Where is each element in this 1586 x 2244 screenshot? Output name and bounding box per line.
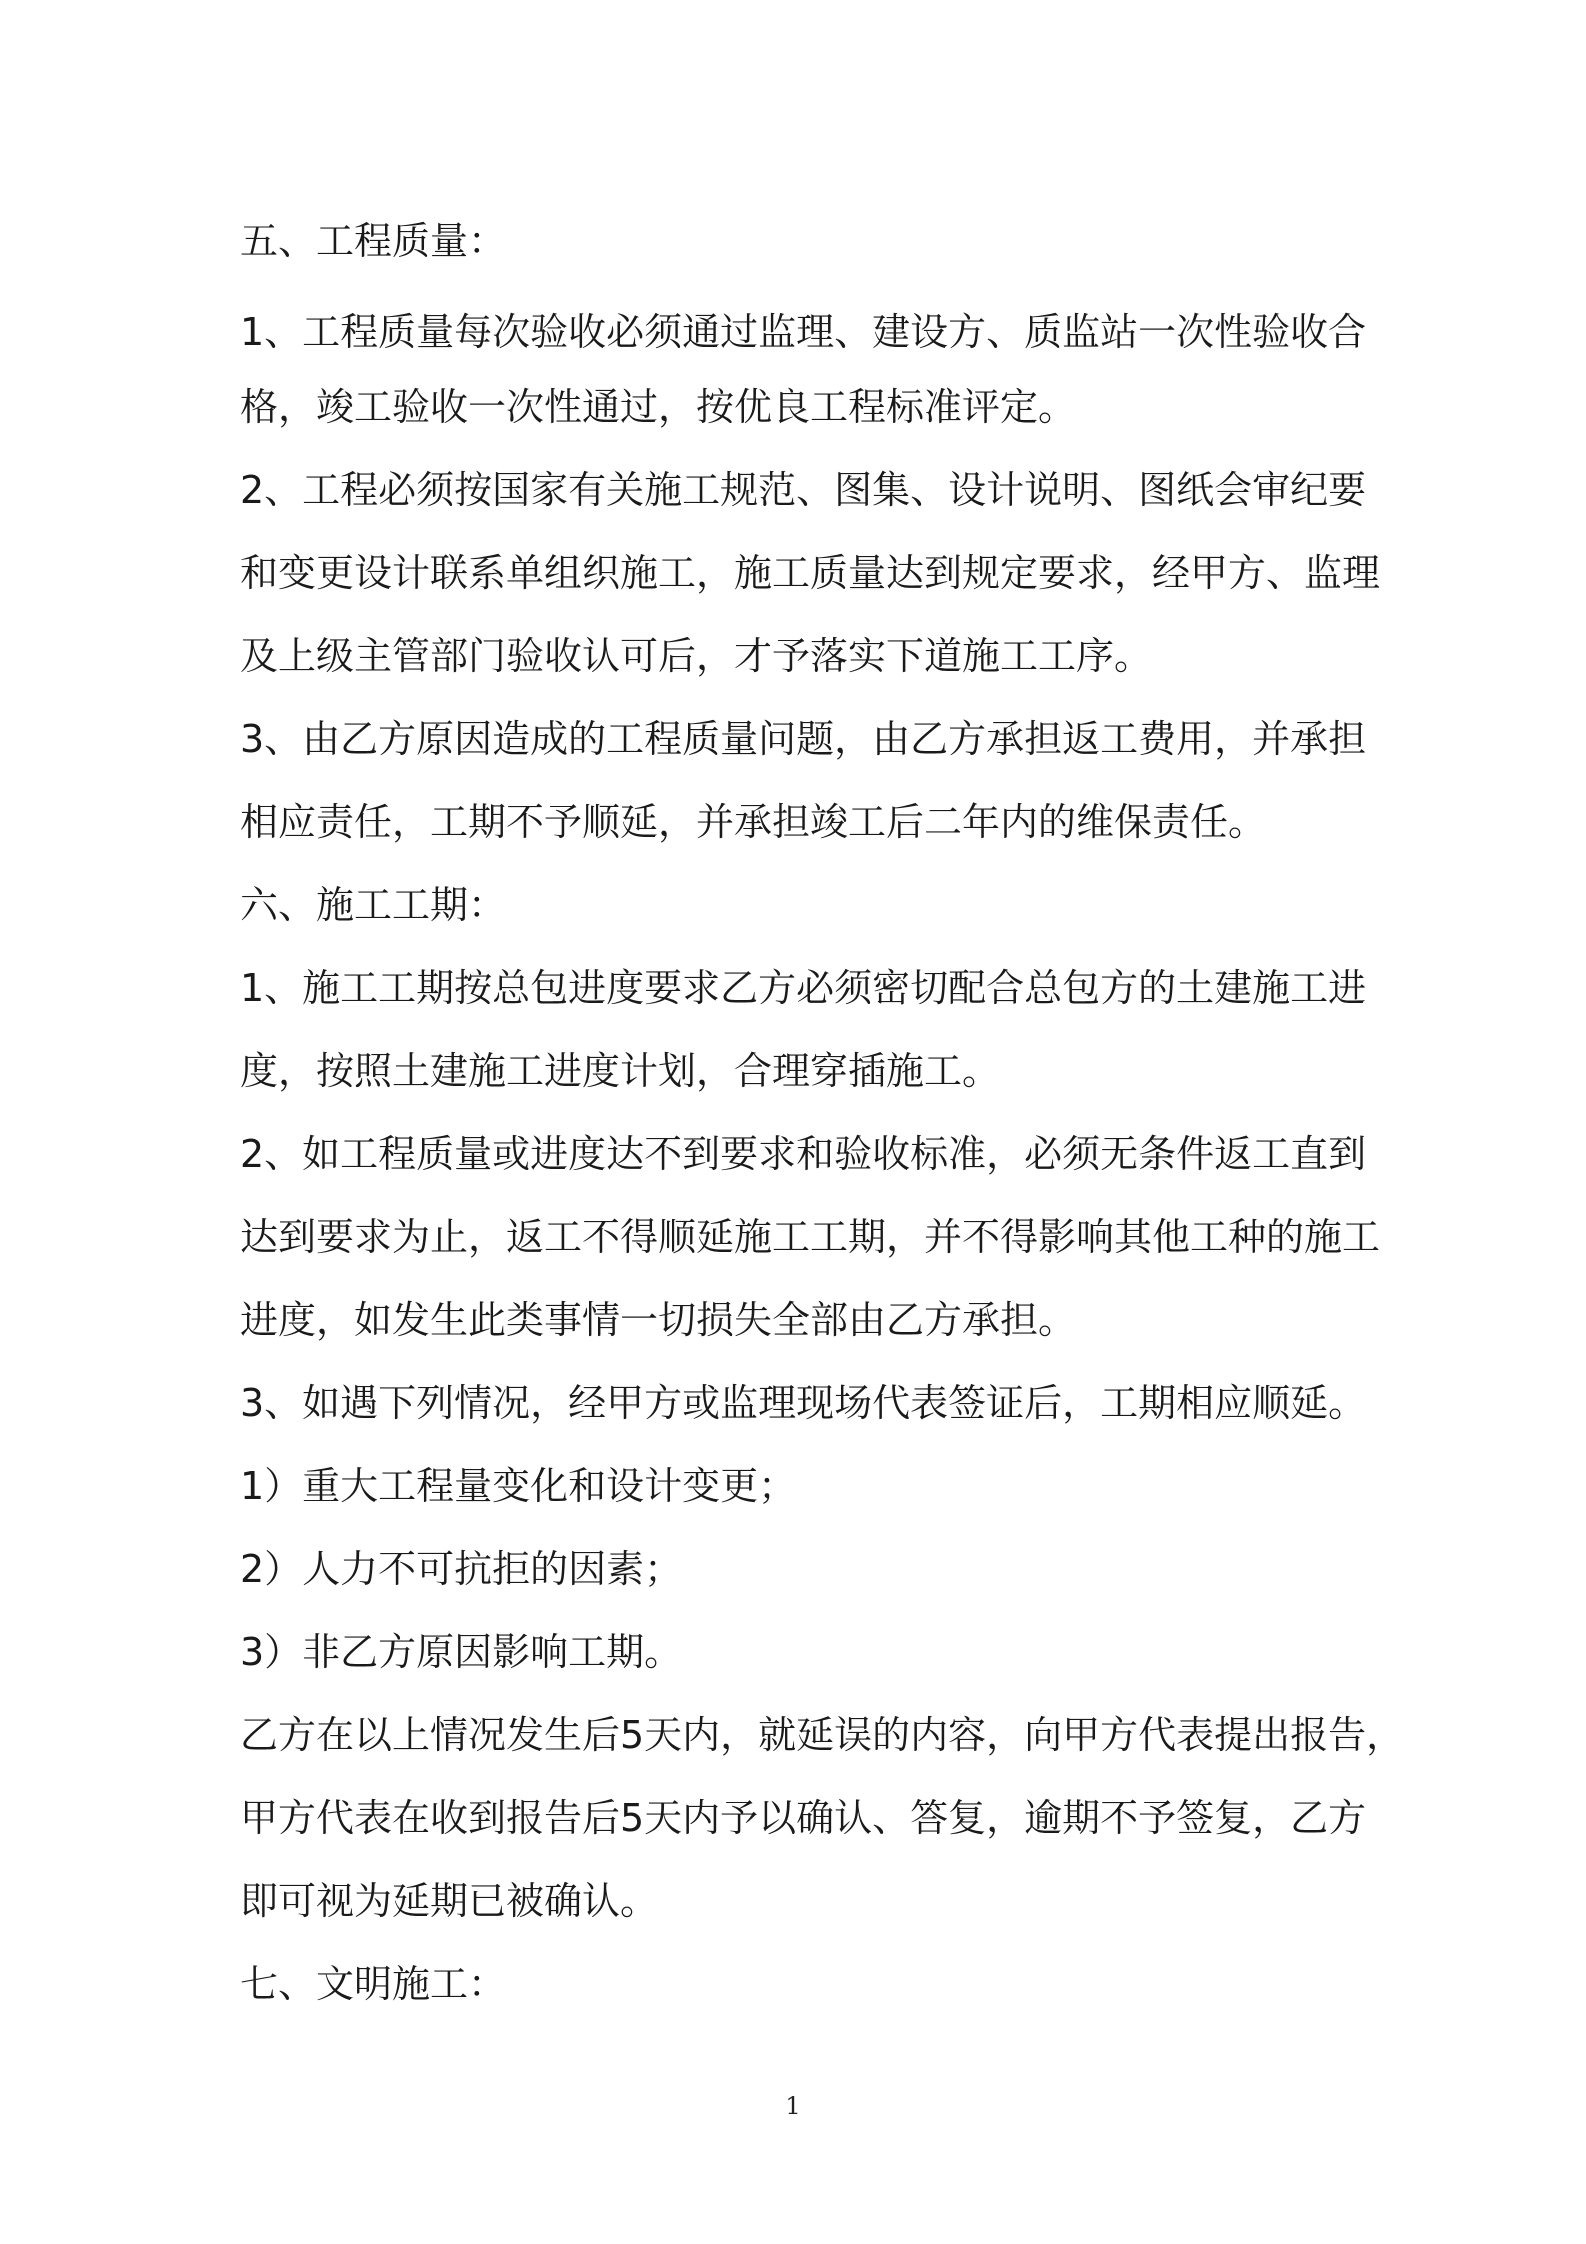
text-line: 即可视为延期已被确认。 — [240, 1879, 659, 1923]
text-line: 1、施工工期按总包进度要求乙方必须密切配合总包方的土建施工进 — [240, 966, 1367, 1010]
text-line: 3、由乙方原因造成的工程质量问题，由乙方承担返工费用，并承担 — [240, 717, 1367, 761]
section-heading-quality: 五、工程质量： — [240, 219, 507, 263]
text-line: 进度，如发生此类事情一切损失全部由乙方承担。 — [240, 1298, 1077, 1342]
text-line: 格，竣工验收一次性通过，按优良工程标准评定。 — [240, 385, 1077, 429]
text-line: 1、工程质量每次验收必须通过监理、建设方、质监站一次性验收合 — [240, 310, 1367, 354]
list-item: 1）重大工程量变化和设计变更； — [240, 1464, 797, 1508]
page-number: 1 — [785, 2092, 801, 2120]
text-line: 2、如工程质量或进度达不到要求和验收标准，必须无条件返工直到 — [240, 1132, 1367, 1176]
text-line: 2、工程必须按国家有关施工规范、图集、设计说明、图纸会审纪要 — [240, 468, 1367, 512]
list-item: 3）非乙方原因影响工期。 — [240, 1630, 683, 1674]
section-heading-schedule: 六、施工工期： — [240, 883, 507, 927]
section-heading-civilized-construction: 七、文明施工： — [240, 1962, 507, 2006]
text-line: 和变更设计联系单组织施工，施工质量达到规定要求，经甲方、监理 — [240, 551, 1381, 595]
text-line: 乙方在以上情况发生后5天内，就延误的内容，向甲方代表提出报告， — [240, 1713, 1405, 1757]
text-line: 3、如遇下列情况，经甲方或监理现场代表签证后，工期相应顺延。 — [240, 1381, 1367, 1425]
text-line: 度，按照土建施工进度计划，合理穿插施工。 — [240, 1049, 1001, 1093]
document-body — [240, 200, 1405, 2026]
list-item: 2）人力不可抗拒的因素； — [240, 1547, 683, 1591]
text-line: 达到要求为止，返工不得顺延施工工期，并不得影响其他工种的施工 — [240, 1215, 1381, 1259]
text-line: 相应责任，工期不予顺延，并承担竣工后二年内的维保责任。 — [240, 800, 1267, 844]
text-line: 及上级主管部门验收认可后，才予落实下道施工工序。 — [240, 634, 1153, 678]
text-line: 甲方代表在收到报告后5天内予以确认、答复，逾期不予签复，乙方 — [240, 1796, 1367, 1840]
